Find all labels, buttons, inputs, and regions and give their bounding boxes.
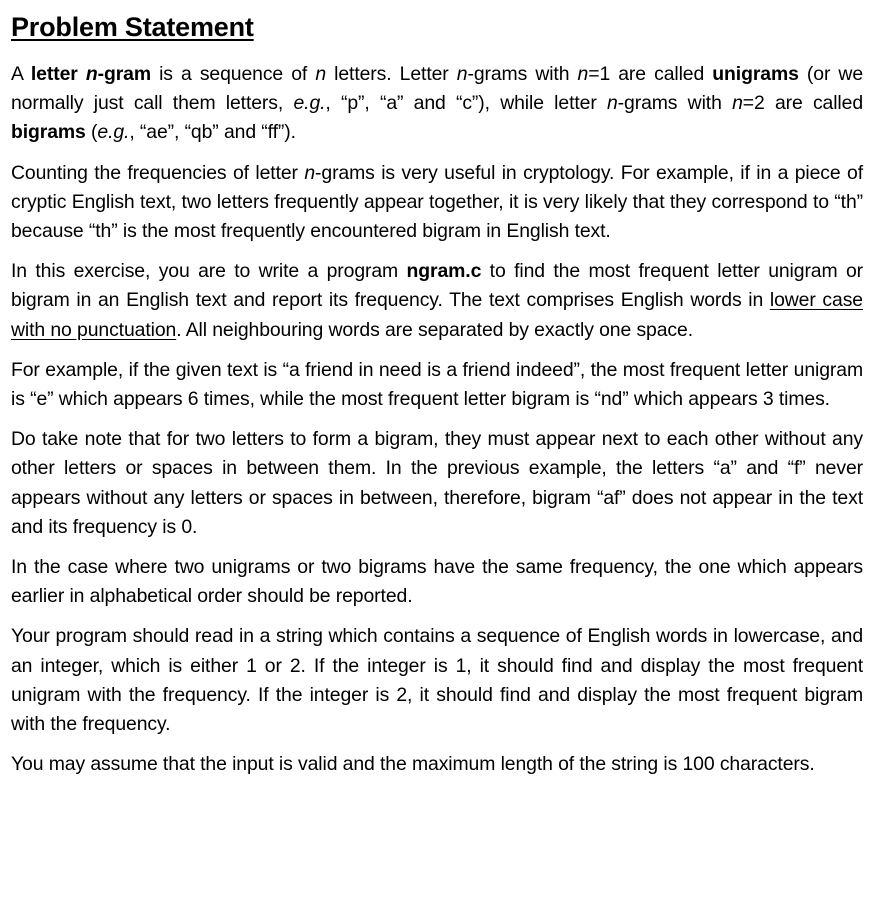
text-run: =2 are called bbox=[742, 92, 864, 115]
text-run: -grams with bbox=[467, 63, 578, 85]
text-run: In this exercise, you are to write a program bbox=[11, 260, 407, 283]
paragraph-definition bbox=[11, 60, 863, 148]
text-run: e.g. bbox=[293, 92, 326, 115]
term-unigrams: unigrams bbox=[712, 63, 799, 85]
paragraph-cryptology bbox=[11, 159, 863, 247]
paragraph-tie-rule: In the case where two unigrams or two bigrams have the same frequency, the one which appears earlier in alphabetical order should be reported. bbox=[11, 556, 863, 608]
paragraph-assumption: You may assume that the input is valid and the maximum length of the string is 100 characters. bbox=[11, 753, 815, 776]
text-run: n bbox=[304, 161, 316, 184]
paragraph-bigram-note: Do take note that for two letters to form a bigram, they must appear next to each other without any other letters or spaces in between them. In the previous example, the letters “a” and “f” never appears without any letters or spaces in between, therefore, bigram “af” does not appear in the text and its frequency is 0. bbox=[11, 428, 863, 538]
text-run: n bbox=[85, 63, 98, 85]
text-run: n bbox=[732, 92, 743, 115]
text-run: =1 are called bbox=[588, 63, 713, 85]
text-run: . All neighbouring words are separated by exactly one space. bbox=[176, 318, 693, 341]
text-run: , “ae”, “qb” and “ff”). bbox=[129, 121, 296, 144]
text-run: n bbox=[456, 63, 468, 85]
text-run: to find the most frequent letter unigram or bigram in an English text and report its frequency. The text comprises English words in bbox=[11, 260, 864, 312]
text-run: ( bbox=[85, 121, 98, 144]
text-run: -gram bbox=[97, 63, 151, 85]
text-run: n bbox=[315, 63, 327, 85]
underlined-constraint: lower case with no punctuation bbox=[11, 289, 863, 341]
text-run: (or we normally just call them letters, bbox=[11, 63, 864, 115]
text-run: , “p”, “a” and “c”), while letter bbox=[325, 92, 607, 115]
paragraph-example: For example, if the given text is “a friend in need is a friend indeed”, the most frequent letter unigram is “e” which appears 6 times, while the most frequent letter bigram is “nd” which appears 3 times. bbox=[11, 358, 863, 411]
text-run: Counting the frequencies of letter bbox=[11, 161, 305, 184]
text-run: A bbox=[11, 63, 31, 85]
text-run: n bbox=[606, 92, 618, 115]
paragraph-input-output: Your program should read in a string which contains a sequence of English words in lowercase, and an integer, which is either 1 or 2. If the integer is 1, it should find and display the most frequent unigram with the frequency. If the integer is 2, it should find and display the most frequent bigram with the frequency. bbox=[11, 625, 863, 736]
term-letter-ngram bbox=[31, 63, 151, 85]
text-run: e.g. bbox=[97, 121, 130, 144]
page-title: Problem Statement bbox=[11, 12, 254, 42]
text-run: is a sequence of bbox=[150, 63, 316, 85]
text-run: letter bbox=[30, 63, 86, 85]
term-bigrams: bigrams bbox=[11, 121, 86, 144]
paragraph-exercise bbox=[11, 257, 863, 345]
text-run: n bbox=[577, 63, 589, 85]
text-run: letters. Letter bbox=[326, 63, 457, 85]
text-run: -grams is very useful in cryptology. For example, if in a piece of cryptic English text, two letters frequently appear together, it is very likely that they correspond to “th” because “th” is the most frequently encountered bigram in English text. bbox=[11, 161, 863, 243]
text-run: -grams with bbox=[617, 92, 733, 115]
program-filename: ngram.c bbox=[406, 260, 482, 283]
